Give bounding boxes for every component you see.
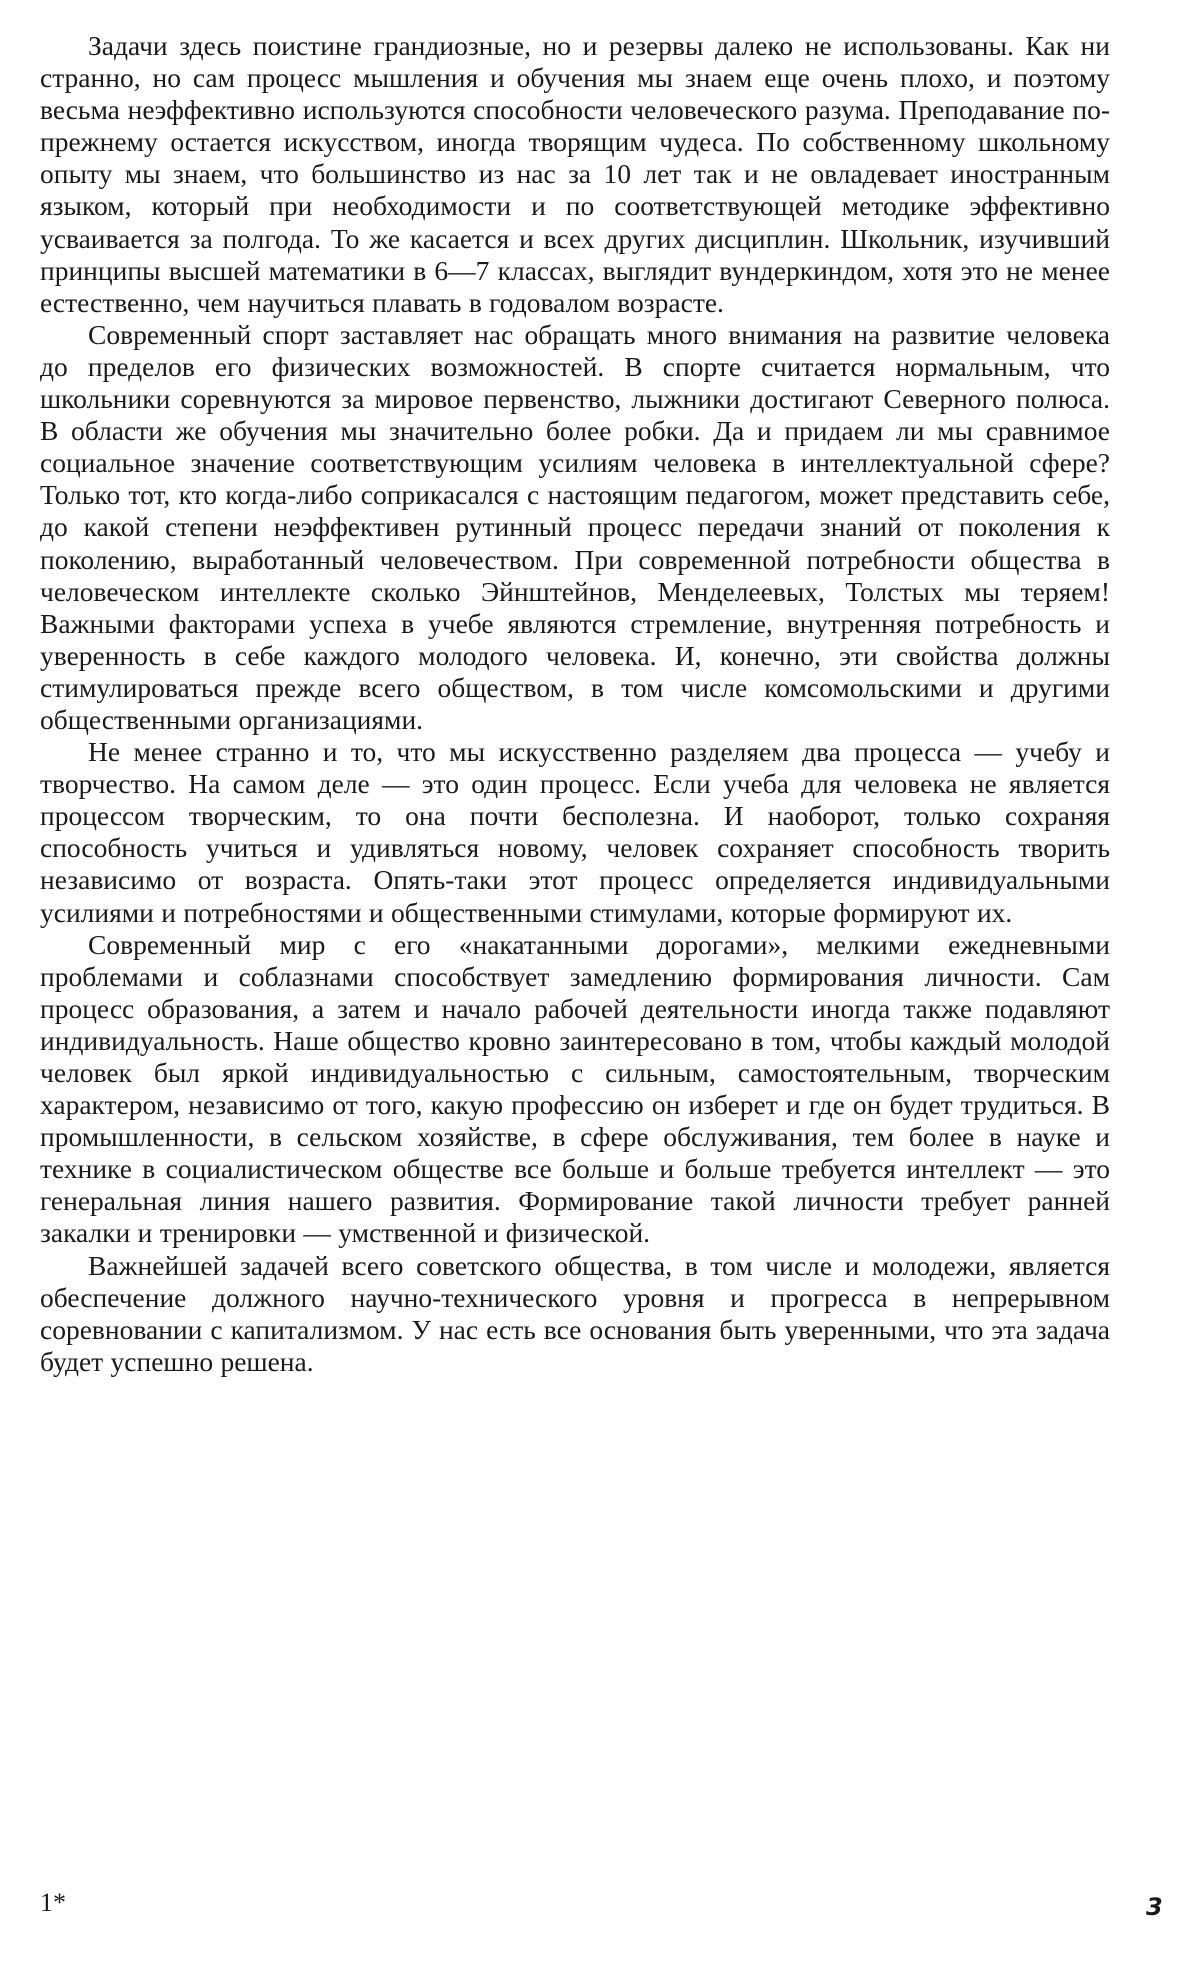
paragraph-4: Современный мир с его «накатанными дорогами», мелкими ежедневными проблемами и соблазнами способствует замедлению формирования личности. Сам процесс образования, а затем и начало рабочей деятельности иногда также подавляют индивидуальность. Наше общество кровно заинтересовано в том, чтобы каждый молодой человек был яркой индивидуальностью с сильным, самостоятельным, творческим характером, независимо от того, какую профессию он изберет и где он будет трудиться. В промышленности, в сельском хозяйстве, в сфере обслуживания, тем более в науке и технике в социалистическом обществе все больше и больше требуется интеллект — это генеральная линия нашего развития. Формирование такой личности требует ранней закалки и тренировки — умственной и физической. bbox=[40, 928, 1110, 1249]
paragraph-5: Важнейшей задачей всего советского общества, в том числе и молодежи, является обеспечение должного научно-технического уровня и прогресса в непрерывном соревновании с капитализмом. У нас есть все основания быть уверенными, что эта задача будет успешно решена. bbox=[40, 1249, 1110, 1377]
signature-mark: 1* bbox=[40, 1888, 66, 1917]
page-number: 3 bbox=[1146, 1893, 1163, 1921]
paragraph-3: Не менее странно и то, что мы искусственно разделяем два процесса — учебу и творчество. На самом деле — это один процесс. Если учеба для человека не является процессом творческим, то она почти бесполезна. И наоборот, только сохраняя способность учиться и удивляться новому, человек сохраняет способность творить независимо от возраста. Опять-таки этот процесс определяется индивидуальными усилиями и потребностями и общественными стимулами, которые формируют их. bbox=[40, 736, 1110, 928]
paragraph-1: Задачи здесь поистине грандиозные, но и резервы далеко не использованы. Как ни странно, но сам процесс мышления и обучения мы знаем еще очень плохо, и поэтому весьма неэффективно используются способности человеческого разума. Преподавание по-прежнему остается искусством, иногда творящим чудеса. По собственному школьному опыту мы знаем, что большинство из нас за 10 лет так и не овладевает иностранным языком, который при необходимости и по соответствующей методике эффективно усваивается за полгода. То же касается и всех других дисциплин. Школьник, изучивший принципы высшей математики в 6—7 классах, выглядит вундеркиндом, хотя это не менее естественно, чем научиться плавать в годовалом возрасте. bbox=[40, 30, 1110, 318]
page-body bbox=[40, 30, 1110, 1378]
paragraph-2: Современный спорт заставляет нас обращать много внимания на развитие человека до пределов его физических возможностей. В спорте считается нормальным, что школьники соревнуются за мировое первенство, лыжники достигают Северного полюса. В области же обучения мы значительно более робки. Да и придаем ли мы сравнимое социальное значение соответствующим усилиям человека в интеллектуальной сфере? Только тот, кто когда-либо соприкасался с настоящим педагогом, может представить себе, до какой степени неэффективен рутинный процесс передачи знаний от поколения к поколению, выработанный человечеством. При современной потребности общества в человеческом интеллекте сколько Эйнштейнов, Менделеевых, Толстых мы теряем! Важными факторами успеха в учебе являются стремление, внутренняя потребность и уверенность в себе каждого молодого человека. И, конечно, эти свойства должны стимулироваться прежде всего обществом, в том числе комсомольскими и другими общественными организациями. bbox=[40, 318, 1110, 735]
